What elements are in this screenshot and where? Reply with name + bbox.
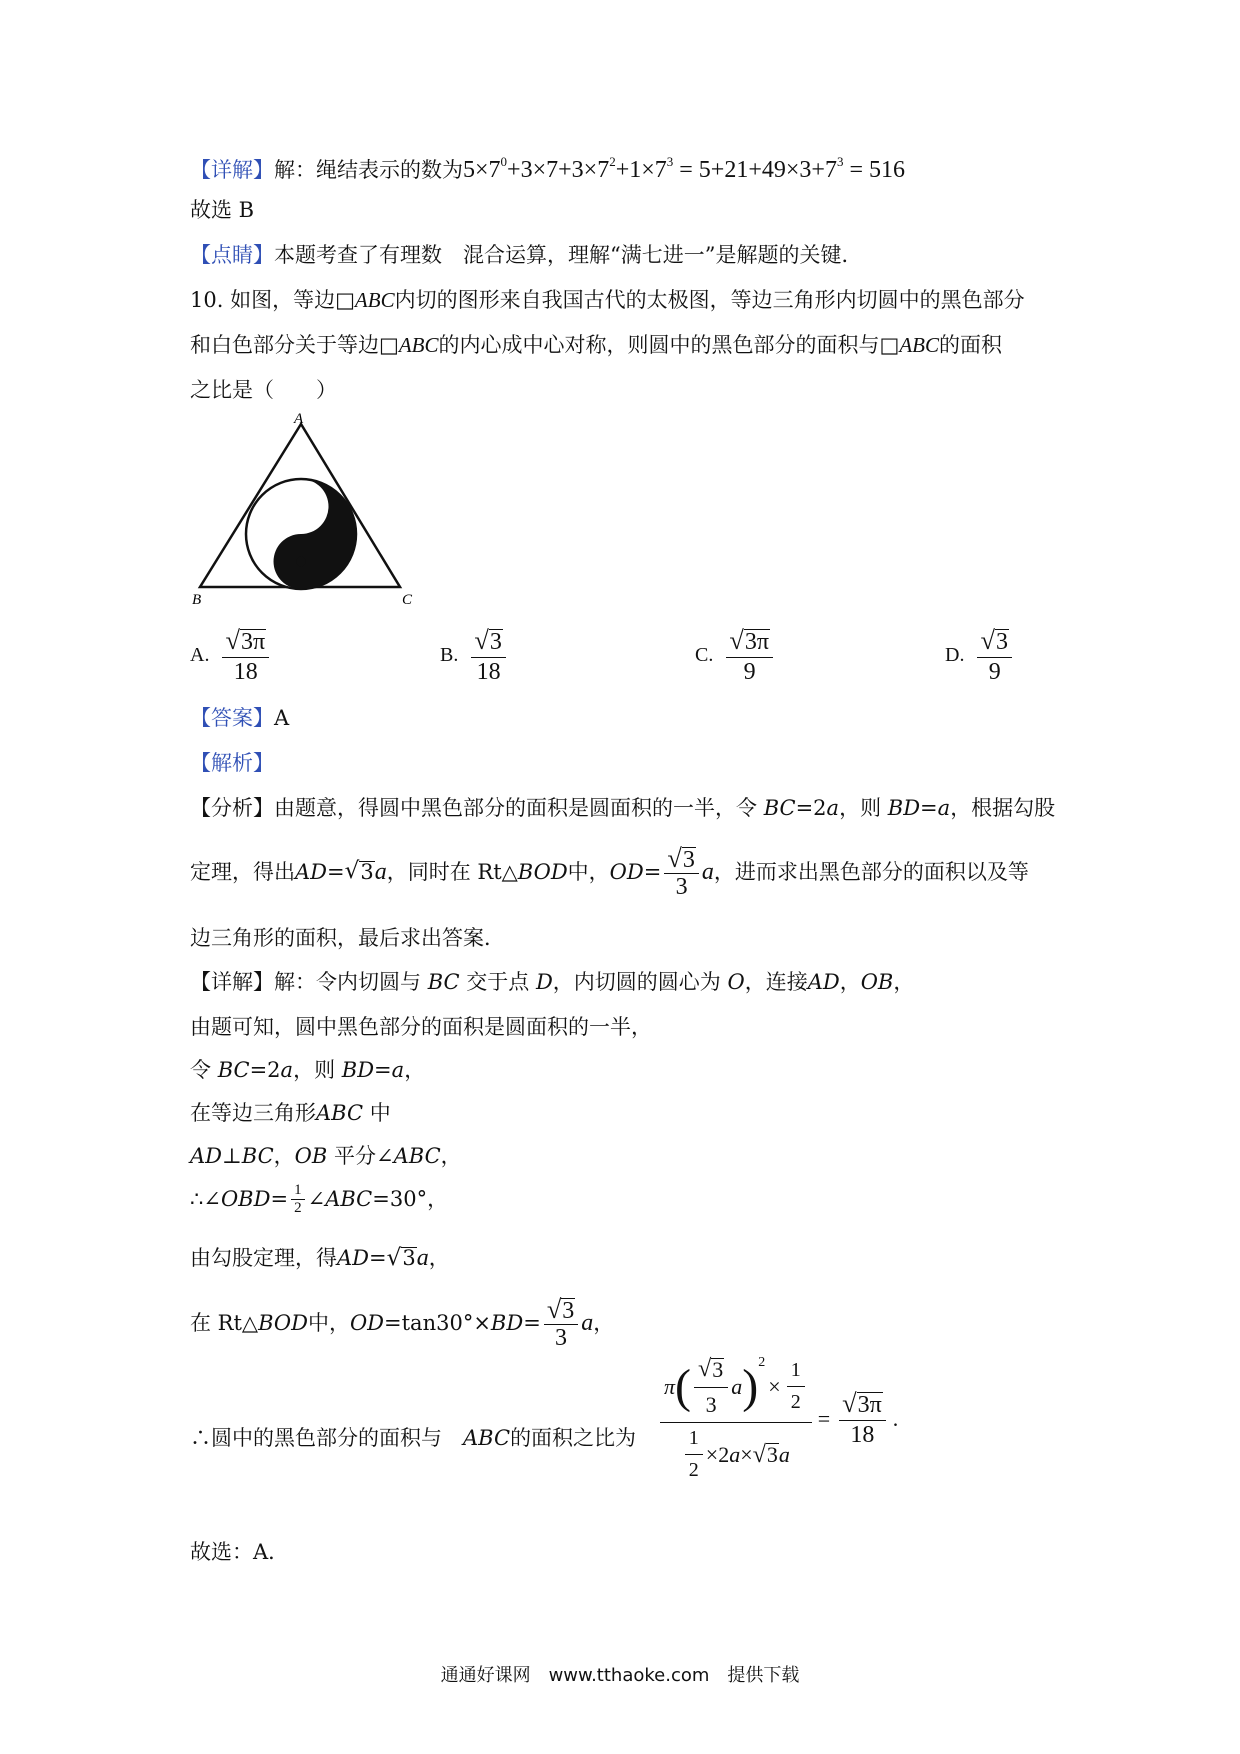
white-dot xyxy=(296,502,306,512)
vertex-label-a: A xyxy=(294,412,304,427)
detail-line6: ∴∠ OBD = $\frac{1}{2}$ ∠ ABC =30°， xyxy=(190,1182,449,1216)
taiji-circle xyxy=(246,479,356,589)
fenxi-line1: 【分析】由题意，得圆中黑色部分的面积是圆面积的一半，令 BC=2a，则 BD=a，根据勾股 xyxy=(190,796,1056,820)
footer-source: 通通好课网 www.tthaoke.com 提供下载 xyxy=(440,1665,800,1686)
fenxi-line3: 边三角形的面积，最后求出答案． xyxy=(190,926,505,950)
q10-line1: 10. 如图，等边□ABC内切的图形来自我国古代的太极图，等边三角形内切圆中的黑色部分 xyxy=(190,288,1025,312)
detail-tag: 【详解】 xyxy=(190,158,274,182)
prev-choose: 故选 B xyxy=(190,198,255,222)
taiji-triangle-figure xyxy=(190,412,430,612)
detail-line4: 在等边三角形ABC 中 xyxy=(190,1101,391,1125)
detail-line8: 在 Rt△ BOD 中， OD =tan30°× BD = $\frac{√3}{3}$ a ， xyxy=(190,1294,615,1351)
option-c[interactable]: C. $\frac{√3\pi}{9}$ xyxy=(695,625,776,686)
detail-line9: ∴圆中的黑色部分的面积与 ABC的面积之比为 xyxy=(190,1426,637,1450)
option-a[interactable]: A. $\frac{√3\pi}{18}$ xyxy=(190,625,272,686)
option-b[interactable]: B. $\frac{√3}{18}$ xyxy=(440,625,509,686)
prev-detail-line xyxy=(190,155,905,182)
answer-line xyxy=(190,708,289,729)
detail-line5: AD⊥BC，OB 平分∠ABC， xyxy=(190,1144,462,1168)
q10-line2: 和白色部分关于等边□ABC的内心成中心对称，则圆中的黑色部分的面积与□ABC的面积 xyxy=(190,333,1003,357)
knot-expression: $5\times 7^0+3\times 7+3\times 7^2+1\times 7^3 = 5+21+49\times 3+7^3 = 516$ xyxy=(463,154,905,183)
answer-value: A xyxy=(274,706,290,730)
detail-text: 解：绳结表示的数为 xyxy=(274,158,463,182)
answer-tag: 【答案】 xyxy=(190,706,274,730)
detail-line1: 【详解】解：令内切圆与 BC 交于点 D，内切圆的圆心为 O，连接AD，OB， xyxy=(190,970,915,994)
detail-line3: 令 BC=2a，则 BD=a， xyxy=(190,1058,426,1082)
option-d[interactable]: D. $\frac{√3}{9}$ xyxy=(945,625,1015,686)
comment-text: 本题考查了有理数 混合运算，理解“满七进一”是解题的关键． xyxy=(274,243,863,267)
vertex-label-b: B xyxy=(192,592,202,608)
detail-line2: 由题可知，圆中黑色部分的面积是圆面积的一半， xyxy=(190,1015,652,1039)
comment-tag: 【点睛】 xyxy=(190,243,274,267)
detail-line7: 由勾股定理，得AD=√3a， xyxy=(190,1245,450,1271)
ratio-expression: π ( √ 3 3 a ) $^2$ × $\frac{1}{2}$ $\frac{1}{2}$ ×2 a × √ 3 a = $\frac{√3\pi}{18}$ . xyxy=(660,1355,898,1482)
fenxi-line2: 定理，得出 AD = √ 3 a ，同时在 Rt△ BOD 中， OD = $\frac{√3}{3}$ a ，进而求出黑色部分的面积以及等 xyxy=(190,843,1029,900)
prev-comment xyxy=(190,245,862,266)
q10-line3: 之比是（ ） xyxy=(190,378,337,402)
vertex-label-c: C xyxy=(402,592,413,608)
detail-final: 故选：A． xyxy=(190,1540,290,1564)
analysis-tag: 【解析】 xyxy=(190,751,274,775)
black-dot xyxy=(296,557,306,567)
